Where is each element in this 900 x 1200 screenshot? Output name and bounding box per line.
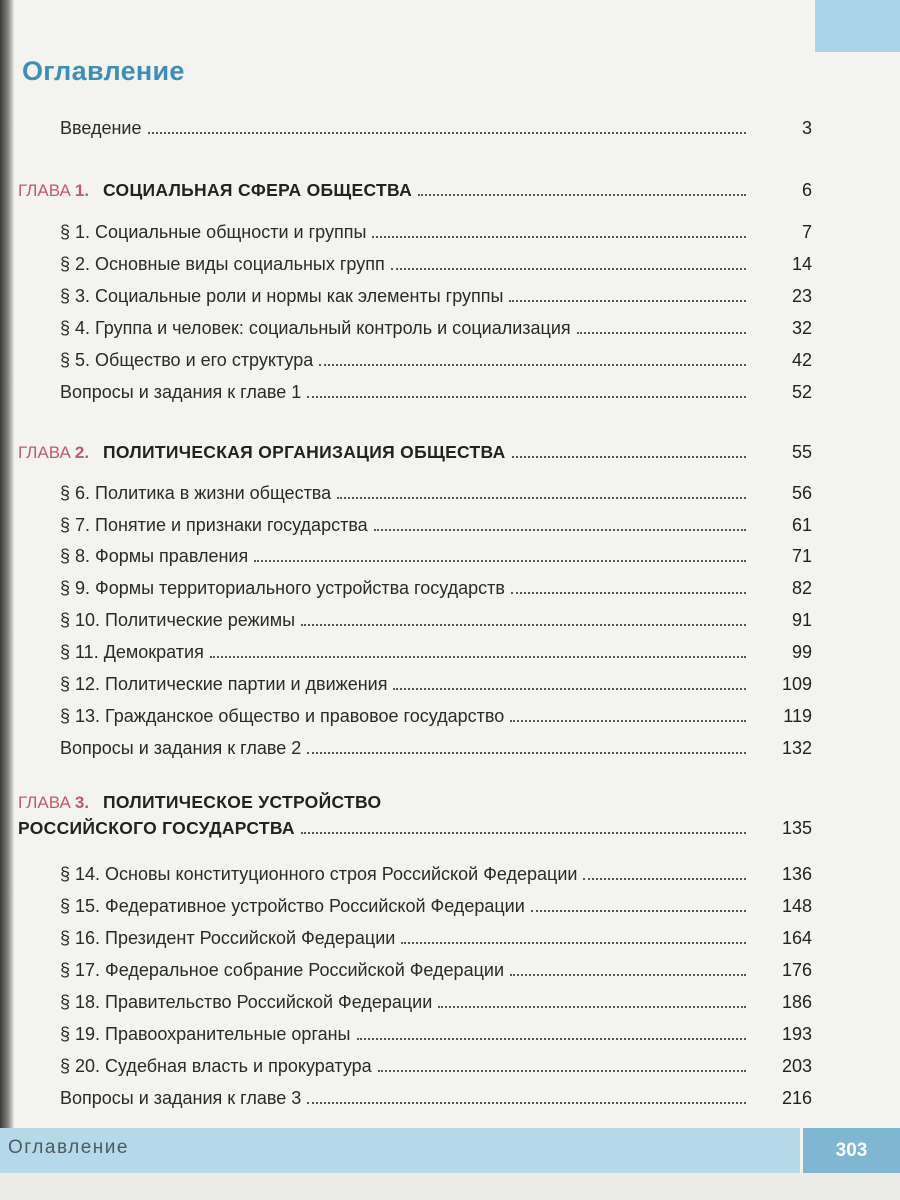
toc-entry[interactable] (60, 642, 812, 663)
page-number: 303 (803, 1128, 900, 1173)
toc-entry-page: 3 (801, 118, 812, 138)
toc-entry[interactable] (60, 382, 812, 403)
toc-entry-title: § 13. Гражданское общество и правовое государство (60, 706, 505, 726)
toc-entry-title: § 5. Общество и его структура (60, 350, 314, 370)
leader-dots (319, 364, 746, 366)
toc-entry-title: § 4. Группа и человек: социальный контроль и социализация (60, 318, 571, 338)
toc-entry-page: 61 (791, 515, 812, 535)
footer-band (0, 1128, 800, 1173)
toc-entry[interactable] (60, 318, 812, 339)
toc-entry-page: 32 (791, 318, 812, 338)
toc-entry[interactable] (60, 515, 812, 536)
chapter-3-heading-line2[interactable] (18, 818, 812, 839)
toc-entry[interactable] (60, 350, 812, 371)
toc-entry[interactable] (60, 1024, 812, 1045)
toc-entry-title: § 18. Правительство Российской Федерации (60, 992, 433, 1012)
chapter-title: ПОЛИТИЧЕСКАЯ ОРГАНИЗАЦИЯ ОБЩЕСТВА (103, 442, 506, 462)
toc-entry-page: 216 (781, 1088, 812, 1108)
toc-entry-title: § 12. Политические партии и движения (60, 674, 388, 694)
toc-entry-title: § 2. Основные виды социальных групп (60, 254, 385, 274)
leader-dots (372, 236, 746, 238)
leader-dots (337, 497, 746, 499)
toc-entry-page: 23 (791, 286, 812, 306)
toc-entry-title: § 9. Формы территориального устройства государств (60, 578, 505, 598)
leader-dots (510, 974, 746, 976)
leader-dots (438, 1006, 746, 1008)
toc-entry[interactable] (60, 1056, 812, 1077)
toc-entry[interactable] (60, 960, 812, 981)
toc-entry-page: 148 (781, 896, 812, 916)
leader-dots (418, 194, 746, 196)
toc-entry-page: 7 (801, 222, 812, 242)
toc-entry-title: § 11. Демократия (60, 642, 204, 662)
toc-entry-title: § 8. Формы правления (60, 546, 249, 566)
leader-dots (511, 592, 746, 594)
toc-entry-title: § 10. Политические режимы (60, 610, 296, 630)
toc-entry-title: § 3. Социальные роли и нормы как элементы группы (60, 286, 504, 306)
leader-dots (393, 688, 746, 690)
toc-entry-page: 56 (791, 483, 812, 503)
book-spine-shadow (0, 0, 14, 1200)
page-bottom-margin (0, 1173, 900, 1200)
toc-entry-title: § 19. Правоохранительные органы (60, 1024, 351, 1044)
toc-entry-intro[interactable] (60, 118, 812, 139)
leader-dots (512, 456, 746, 458)
leader-dots (510, 720, 746, 722)
chapter-label: ГЛАВА (18, 443, 71, 462)
toc-entry-title: § 15. Федеративное устройство Российской Федерации (60, 896, 525, 916)
toc-entry[interactable] (60, 578, 812, 599)
toc-entry-page: 136 (781, 864, 812, 884)
chapter-3-heading-line1[interactable] (18, 792, 381, 813)
toc-entry[interactable] (60, 674, 812, 695)
toc-entry[interactable] (60, 896, 812, 917)
leader-dots (301, 624, 746, 626)
chapter-page: 6 (801, 180, 812, 200)
leader-dots (374, 529, 746, 531)
toc-entry-page: 164 (781, 928, 812, 948)
leader-dots (583, 878, 746, 880)
toc-entry[interactable] (60, 254, 812, 275)
toc-entry[interactable] (60, 738, 812, 759)
toc-entry-page: 82 (791, 578, 812, 598)
toc-entry-title: Вопросы и задания к главе 3 (60, 1088, 302, 1108)
leader-dots (307, 396, 746, 398)
chapter-number: 3. (74, 793, 90, 812)
toc-entry[interactable] (60, 1088, 812, 1109)
chapter-page: 55 (791, 442, 812, 462)
toc-entry-title: Вопросы и задания к главе 2 (60, 738, 302, 758)
chapter-label: ГЛАВА (18, 793, 71, 812)
toc-entry[interactable] (60, 483, 812, 504)
chapter-page: 135 (781, 818, 812, 838)
toc-entry-title: § 14. Основы конституционного строя Российской Федерации (60, 864, 578, 884)
toc-entry-page: 71 (791, 546, 812, 566)
leader-dots (391, 268, 746, 270)
toc-entry[interactable] (60, 864, 812, 885)
toc-entry-title: § 6. Политика в жизни общества (60, 483, 332, 503)
leader-dots (254, 560, 746, 562)
toc-entry-page: 176 (781, 960, 812, 980)
leader-dots (531, 910, 746, 912)
toc-entry[interactable] (60, 928, 812, 949)
toc-entry-page: 99 (791, 642, 812, 662)
toc-entry-page: 14 (791, 254, 812, 274)
leader-dots (357, 1038, 747, 1040)
leader-dots (307, 1102, 746, 1104)
chapter-number: 2. (74, 443, 90, 462)
chapter-label: ГЛАВА (18, 181, 71, 200)
toc-entry-page: 203 (781, 1056, 812, 1076)
leader-dots (307, 752, 746, 754)
toc-entry-page: 91 (791, 610, 812, 630)
toc-entry-page: 42 (791, 350, 812, 370)
toc-entry-title: § 17. Федеральное собрание Российской Федерации (60, 960, 504, 980)
toc-entry-page: 109 (781, 674, 812, 694)
toc-entry-page: 186 (781, 992, 812, 1012)
leader-dots (401, 942, 746, 944)
toc-entry[interactable] (60, 992, 812, 1013)
toc-entry-page: 119 (783, 706, 812, 726)
chapter-title-line1: ПОЛИТИЧЕСКОЕ УСТРОЙСТВО (103, 792, 382, 812)
toc-entry-title: § 7. Понятие и признаки государства (60, 515, 368, 535)
leader-dots (509, 300, 746, 302)
toc-entry-title: § 1. Социальные общности и группы (60, 222, 367, 242)
toc-entry-page: 193 (781, 1024, 812, 1044)
leader-dots (301, 832, 746, 834)
toc-entry[interactable] (60, 610, 812, 631)
toc-entry[interactable] (60, 546, 812, 567)
toc-entry-page: 52 (791, 382, 812, 402)
chapter-title-line2: РОССИЙСКОГО ГОСУДАРСТВА (18, 818, 295, 838)
top-color-tab (815, 0, 900, 52)
page-title: Оглавление (22, 56, 185, 86)
leader-dots (378, 1070, 746, 1072)
toc-entry-title: Вопросы и задания к главе 1 (60, 382, 302, 402)
toc-entry-title: § 20. Судебная власть и прокуратура (60, 1056, 372, 1076)
leader-dots (577, 332, 746, 334)
chapter-1-heading[interactable] (18, 180, 812, 201)
toc-entry[interactable] (60, 286, 812, 307)
chapter-2-heading[interactable] (18, 442, 812, 463)
toc-entry-page: 132 (781, 738, 812, 758)
chapter-title: СОЦИАЛЬНАЯ СФЕРА ОБЩЕСТВА (103, 180, 413, 200)
leader-dots (148, 132, 746, 134)
leader-dots (210, 656, 746, 658)
toc-entry[interactable] (60, 706, 812, 727)
chapter-number: 1. (74, 181, 90, 200)
toc-entry-title: § 16. Президент Российской Федерации (60, 928, 396, 948)
toc-entry[interactable] (60, 222, 812, 243)
running-title: Оглавление (8, 1137, 129, 1158)
toc-entry-title: Введение (60, 118, 142, 138)
